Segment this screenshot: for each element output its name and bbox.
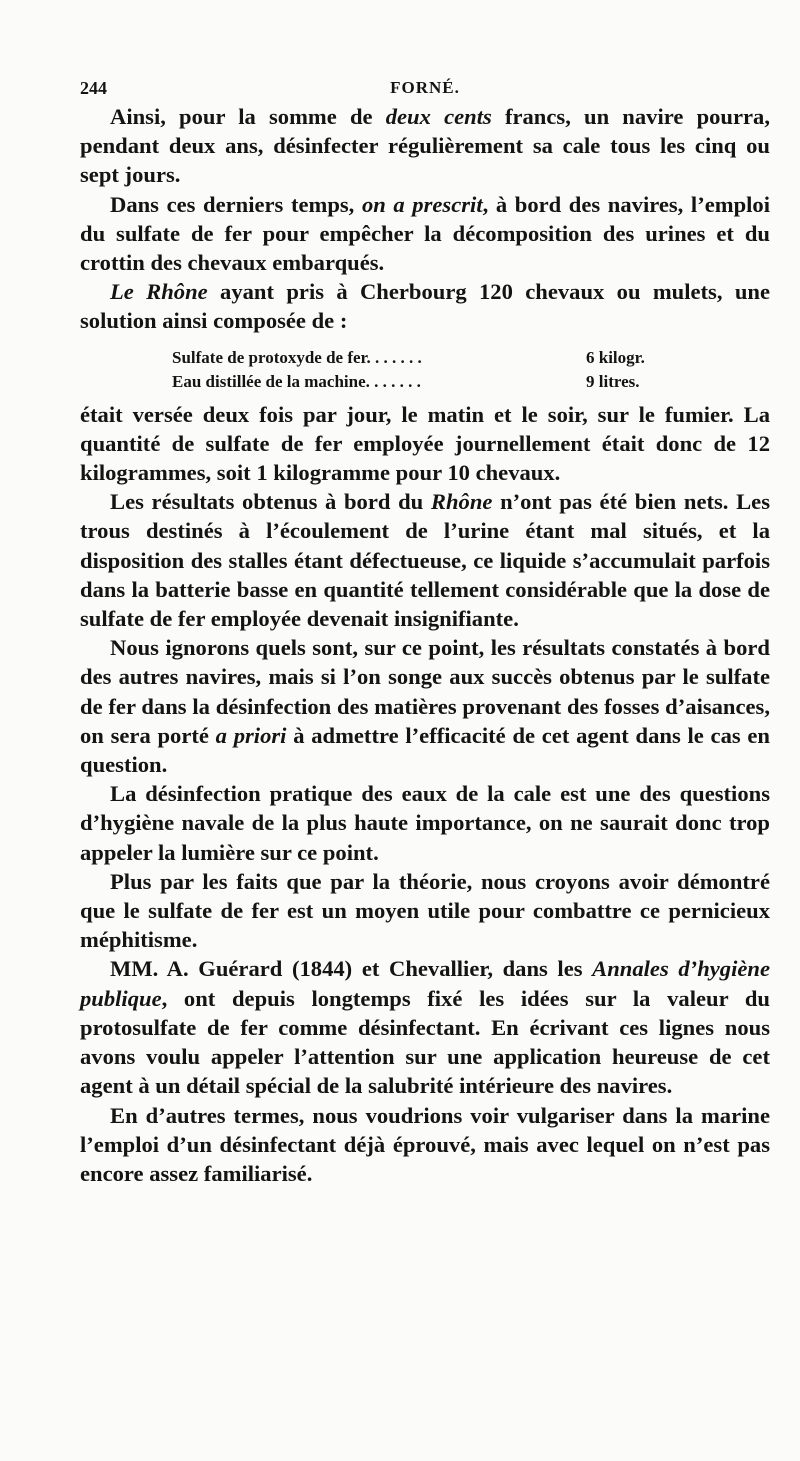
paragraph [80, 633, 770, 779]
italic-run: deux cents [385, 104, 492, 129]
text-run: , à bord des navires, l’emploi du sulfate de fer pour empêcher la décomposition des urines et du crottin des chevaux embarqués. [80, 191, 770, 276]
paragraph [80, 102, 770, 190]
text-run: était versée deux fois par jour, le matin et le soir, sur le fumier. La quantité de sulfate de fer employée journellement était donc de 12 kilogrammes, soit 1 kilogramme pour 10 chevaux. [80, 401, 770, 486]
paragraph [80, 487, 770, 633]
italic-run: Annales d’hygiène publique [80, 956, 770, 1011]
paragraph [80, 190, 770, 278]
table-label: Eau distillée de la machine. . . . . . . [172, 371, 421, 391]
paragraph [80, 277, 770, 335]
text-run: Ainsi, pour la somme de [110, 104, 386, 129]
italic-run: Le Rhône [110, 279, 208, 305]
italic-run: on a prescrit [361, 191, 483, 217]
text-run: Nous ignorons quels sont, sur ce point, les résultats constatés à bord des autres navires, mais si l’on songe aux succès obtenus par le sulfate de fer dans la désinfection des matières provenant des fosses d’aisances, on sera porté [80, 635, 770, 748]
page-header [80, 70, 770, 102]
composition-table [80, 346, 770, 394]
paragraph [80, 400, 770, 488]
text-run: n’ont pas été bien nets. Les trous destinés à l’écoulement de l’urine étant mal situés, et la disposition des stalles étant défectueuse, ce liquide s’accumulait parfois dans la batterie basse en quantité tellement considérable que la dose de sulfate de fer employée devenait insignifiante. [80, 489, 770, 632]
text-run: Les résultats obtenus à bord du [110, 489, 431, 515]
table-value: 6 kilogr. [586, 347, 645, 367]
text-run: francs, un navire pourra, pendant deux ans, désinfecter régulièrement sa cale tous les cinq ou sept jours. [80, 104, 770, 188]
paragraph [80, 954, 770, 1100]
text-run: à admettre l’efficacité de cet agent dans le cas en question. [80, 722, 770, 778]
text-run: La désinfection pratique des eaux de la cale est une des questions d’hygiène navale de la plus haute importance, on ne saurait donc trop appeler la lumière sur ce point. [80, 781, 770, 865]
running-title: FORNÉ. [390, 78, 460, 97]
italic-run: a priori [215, 722, 287, 748]
paragraph [80, 867, 770, 955]
book-page [80, 70, 770, 1188]
text-run: , ont depuis longtemps fixé les idées sur la valeur du protosulfate de fer comme désinfectant. En écrivant ces lignes nous avons voulu appeler l’attention sur une application heureuse de cet agent à un détail spécial de la salubrité intérieure des navires. [80, 985, 770, 1099]
text-run: Plus par les faits que par la théorie, nous croyons avoir démontré que le sulfate de fer est un moyen utile pour combattre ce pernicieux méphitisme. [80, 868, 770, 953]
text-run: ayant pris à Cherbourg 120 chevaux ou mulets, une solution ainsi composée de : [80, 279, 770, 334]
page-body [80, 102, 770, 1188]
table-label: Sulfate de protoxyde de fer. . . . . . . [172, 347, 422, 367]
text-run: En d’autres termes, nous voudrions voir vulgariser dans la marine l’emploi d’un désinfectant déjà éprouvé, mais avec lequel on n’est pas encore assez familiarisé. [80, 1102, 770, 1186]
italic-run: Rhône [430, 489, 493, 515]
page-number: 244 [80, 78, 107, 98]
text-run: Dans ces derniers temps, [110, 191, 362, 217]
table-value: 9 litres. [586, 371, 640, 391]
table-row [80, 346, 770, 370]
table-row [80, 370, 770, 394]
paragraph [80, 1101, 770, 1189]
text-run: MM. A. Guérard (1844) et Chevallier, dans les [110, 956, 593, 982]
paragraph [80, 779, 770, 867]
